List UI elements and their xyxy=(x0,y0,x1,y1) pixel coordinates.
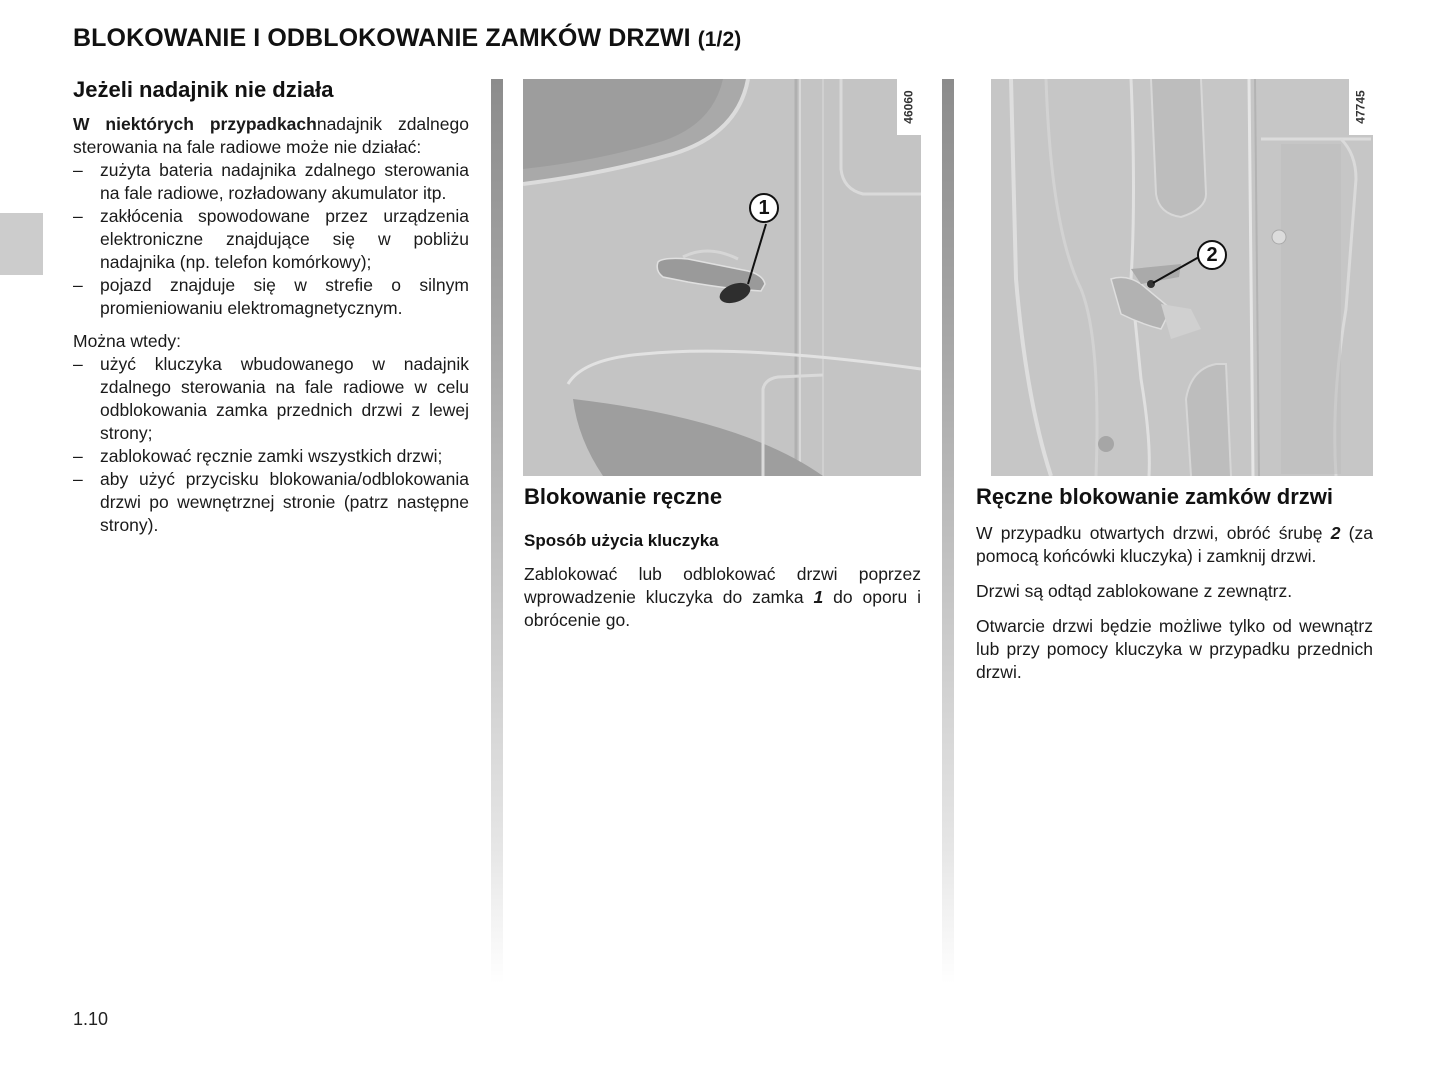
locked-outside-paragraph: Drzwi są odtąd zablokowane z zewnątrz. xyxy=(976,581,1293,601)
column-divider-1 xyxy=(491,79,503,984)
then-label: Można wtedy: xyxy=(73,331,181,351)
ref-2: 2 xyxy=(1330,523,1341,543)
intro-text: nadajnik zdalnego sterowania na fale radiowe może nie działać: xyxy=(73,114,469,157)
subsection-heading: Sposób użycia kluczyka xyxy=(524,531,719,550)
chapter-tab xyxy=(0,213,43,275)
callout-1: 1 xyxy=(749,193,779,223)
ref-1: 1 xyxy=(813,587,824,607)
screw-paragraph: W przypadku otwartych drzwi, obróć śrubę 2 (za pomocą końcówki kluczyka) i zamknij drzwi. xyxy=(976,523,1373,566)
page-title-text: BLOKOWANIE I ODBLOKOWANIE ZAMKÓW DRZWI xyxy=(73,24,691,52)
column-remote-not-working xyxy=(73,76,469,537)
figure-door-lock-screw xyxy=(991,79,1373,476)
causes-list xyxy=(73,159,469,320)
figure-id-label: 46060 xyxy=(897,79,921,135)
actions-list xyxy=(73,353,469,537)
section-heading: Blokowanie ręczne xyxy=(524,484,723,509)
list-item: – zużyta bateria nadajnika zdalnego sterowania na fale radiowe, rozładowany akumulator itp. xyxy=(73,160,469,203)
list-item: – pojazd znajduje się w strefie o silnym promieniowaniu elektromagnetycznym. xyxy=(73,275,469,318)
list-item: – zablokować ręcznie zamki wszystkich drzwi; xyxy=(73,446,443,466)
figure-door-handle-key xyxy=(523,79,921,476)
page-number: 1.10 xyxy=(73,1009,109,1029)
callout-2: 2 xyxy=(1197,240,1227,270)
intro-bold: W niektórych przypadkach xyxy=(73,114,317,134)
list-item: – aby użyć przycisku blokowania/odblokowania drzwi po wewnętrznej stronie (patrz następne strony). xyxy=(73,469,469,535)
section-heading: Ręczne blokowanie zamków drzwi xyxy=(976,484,1333,509)
list-item: – zakłócenia spowodowane przez urządzenia elektroniczne znajdujące się w pobliżu nadajnika (np. telefon komórkowy); xyxy=(73,206,469,272)
door-handle-illustration xyxy=(523,79,921,476)
key-usage-paragraph: Zablokować lub odblokować drzwi poprzez wprowadzenie kluczyka do zamka 1 do oporu i obrócenie go. xyxy=(524,564,922,630)
column-manual-door-lock xyxy=(976,483,1373,684)
intro-paragraph xyxy=(73,113,469,159)
section-heading: Jeżeli nadajnik nie działa xyxy=(73,77,334,102)
door-lock-illustration xyxy=(991,79,1373,476)
page-part: (1/2) xyxy=(697,28,742,51)
figure-id-label: 47745 xyxy=(1349,79,1373,135)
page-title xyxy=(73,24,741,53)
opening-paragraph: Otwarcie drzwi będzie możliwe tylko od wewnątrz lub przy pomocy kluczyka w przypadku przednich drzwi. xyxy=(976,616,1373,682)
column-manual-locking xyxy=(524,483,921,632)
list-item: – użyć kluczyka wbudowanego w nadajnik zdalnego sterowania na fale radiowe w celu odblokowania zamka przednich drzwi z lewej strony; xyxy=(73,354,469,443)
column-divider-2 xyxy=(942,79,954,984)
